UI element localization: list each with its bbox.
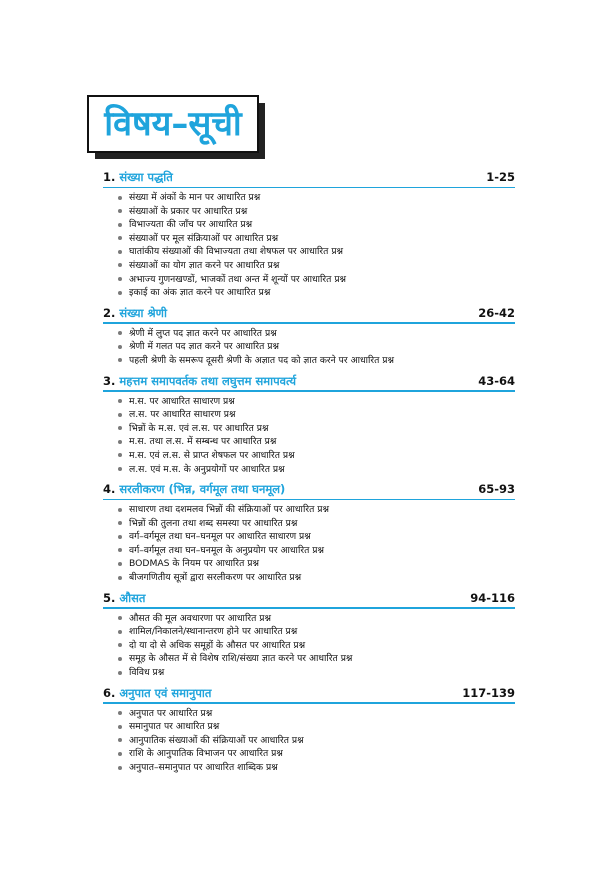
topic-list-item: BODMAS के नियम पर आधारित प्रश्न bbox=[117, 557, 515, 571]
topic-list-item: भिन्नों की तुलना तथा शब्द समस्या पर आधारित प्रश्न bbox=[117, 517, 515, 531]
topic-list-item: विविध प्रश्न bbox=[117, 666, 515, 680]
topic-list-item: वर्ग–वर्गमूल तथा घन–घनमूल पर आधारित साधारण प्रश्न bbox=[117, 530, 515, 544]
topic-list-item: राशि के आनुपातिक विभाजन पर आधारित प्रश्न bbox=[117, 747, 515, 761]
topic-list-item: अभाज्य गुणनखण्डों, भाजकों तथा अन्त में शून्यों पर आधारित प्रश्न bbox=[117, 273, 515, 287]
section-page-range: 1-25 bbox=[486, 170, 515, 184]
page-title: विषय–सूची bbox=[104, 104, 242, 144]
section-title bbox=[103, 591, 145, 606]
topic-list-item: संख्याओं पर मूल संक्रियाओं पर आधारित प्रश्न bbox=[117, 232, 515, 246]
section-title bbox=[103, 170, 173, 185]
topic-list-item: म.स. तथा ल.स. में सम्बन्ध पर आधारित प्रश्न bbox=[117, 435, 515, 449]
topic-list-item: दो या दो से अधिक समूहों के औसत पर आधारित प्रश्न bbox=[117, 639, 515, 653]
section-topic-list bbox=[103, 327, 515, 368]
section-page-range: 94-116 bbox=[470, 590, 515, 605]
toc-section bbox=[103, 168, 515, 300]
section-title bbox=[103, 374, 296, 389]
section-divider bbox=[103, 702, 515, 704]
topic-list-item: वर्ग–वर्गमूल तथा घन–घनमूल के अनुप्रयोग पर आधारित प्रश्न bbox=[117, 544, 515, 558]
section-label: संख्या श्रेणी bbox=[119, 305, 167, 320]
section-page-range: 43-64 bbox=[478, 373, 515, 388]
topic-list-item: साधारण तथा दशमलव भिन्नों की संक्रियाओं पर आधारित प्रश्न bbox=[117, 503, 515, 517]
section-topic-list bbox=[103, 707, 515, 775]
section-divider bbox=[103, 607, 515, 609]
section-number: 1. bbox=[103, 170, 116, 184]
section-topic-list bbox=[103, 395, 515, 477]
topic-list-item: आनुपातिक संख्याओं की संक्रियाओं पर आधारित प्रश्न bbox=[117, 734, 515, 748]
section-label: महत्तम समापवर्तक तथा लघुत्तम समापवर्त्य bbox=[119, 373, 297, 388]
toc-section bbox=[103, 480, 515, 585]
topic-list-item: संख्या में अंकों के मान पर आधारित प्रश्न bbox=[117, 191, 515, 205]
topic-list-item: घातांकीय संख्याओं की विभाज्यता तथा शेषफल पर आधारित प्रश्न bbox=[117, 245, 515, 259]
topic-list-item: बीजगणितीय सूत्रों द्वारा सरलीकरण पर आधारित प्रश्न bbox=[117, 571, 515, 585]
section-heading bbox=[103, 480, 515, 500]
section-number: 4. bbox=[103, 482, 116, 497]
topic-list-item: श्रेणी में लुप्त पद ज्ञात करने पर आधारित प्रश्न bbox=[117, 327, 515, 341]
topic-list-item: ल.स. पर आधारित साधारण प्रश्न bbox=[117, 408, 515, 422]
section-divider bbox=[103, 187, 515, 189]
topic-list-item: इकाई का अंक ज्ञात करने पर आधारित प्रश्न bbox=[117, 286, 515, 300]
topic-list-item: अनुपात–समानुपात पर आधारित शाब्दिक प्रश्न bbox=[117, 761, 515, 775]
section-title bbox=[103, 686, 211, 701]
section-topic-list bbox=[103, 612, 515, 680]
topic-list-item: शामिल/निकालने/स्थानान्तरण होने पर आधारित प्रश्न bbox=[117, 625, 515, 639]
section-topic-list bbox=[103, 191, 515, 300]
section-page-range: 26-42 bbox=[478, 305, 515, 320]
section-number: 5. bbox=[103, 590, 116, 605]
section-number: 3. bbox=[103, 373, 116, 388]
section-title bbox=[103, 306, 167, 321]
table-of-contents bbox=[103, 168, 515, 779]
section-heading bbox=[103, 168, 515, 188]
topic-list-item: औसत की मूल अवधारणा पर आधारित प्रश्न bbox=[117, 612, 515, 626]
topic-list-item: ल.स. एवं म.स. के अनुप्रयोगों पर आधारित प्रश्न bbox=[117, 463, 515, 477]
toc-section bbox=[103, 589, 515, 680]
section-label: अनुपात एवं समानुपात bbox=[119, 685, 212, 700]
topic-list-item: भिन्नों के म.स. एवं ल.स. पर आधारित प्रश्न bbox=[117, 422, 515, 436]
section-page-range: 65-93 bbox=[478, 482, 515, 497]
section-divider bbox=[103, 322, 515, 324]
topic-list-item: श्रेणी में गलत पद ज्ञात करने पर आधारित प्रश्न bbox=[117, 340, 515, 354]
section-label: संख्या पद्धति bbox=[119, 170, 173, 184]
toc-section bbox=[103, 684, 515, 775]
section-heading bbox=[103, 372, 515, 392]
section-page-range: 117-139 bbox=[462, 685, 515, 700]
topic-list-item: म.स. एवं ल.स. से प्राप्त शेषफल पर आधारित प्रश्न bbox=[117, 449, 515, 463]
topic-list-item: विभाज्यता की जाँच पर आधारित प्रश्न bbox=[117, 218, 515, 232]
toc-section bbox=[103, 372, 515, 477]
section-label: सरलीकरण (भिन्न, वर्गमूल तथा घनमूल) bbox=[119, 482, 286, 497]
topic-list-item: म.स. पर आधारित साधारण प्रश्न bbox=[117, 395, 515, 409]
topic-list-item: संख्याओं के प्रकार पर आधारित प्रश्न bbox=[117, 205, 515, 219]
topic-list-item: संख्याओं का योग ज्ञात करने पर आधारित प्रश्न bbox=[117, 259, 515, 273]
section-number: 2. bbox=[103, 305, 116, 320]
section-divider bbox=[103, 499, 515, 501]
section-topic-list bbox=[103, 503, 515, 585]
topic-list-item: समूह के औसत में से विशेष राशि/संख्या ज्ञात करने पर आधारित प्रश्न bbox=[117, 652, 515, 666]
section-number: 6. bbox=[103, 685, 116, 700]
section-heading bbox=[103, 684, 515, 704]
page-title-box bbox=[87, 95, 259, 153]
toc-section bbox=[103, 304, 515, 368]
topic-list-item: पहली श्रेणी के समरूप दूसरी श्रेणी के अज्ञात पद को ज्ञात करने पर आधारित प्रश्न bbox=[117, 354, 515, 368]
section-heading bbox=[103, 589, 515, 609]
section-label: औसत bbox=[119, 590, 146, 605]
topic-list-item: अनुपात पर आधारित प्रश्न bbox=[117, 707, 515, 721]
section-heading bbox=[103, 304, 515, 324]
section-divider bbox=[103, 390, 515, 392]
section-title bbox=[103, 482, 285, 497]
topic-list-item: समानुपात पर आधारित प्रश्न bbox=[117, 720, 515, 734]
